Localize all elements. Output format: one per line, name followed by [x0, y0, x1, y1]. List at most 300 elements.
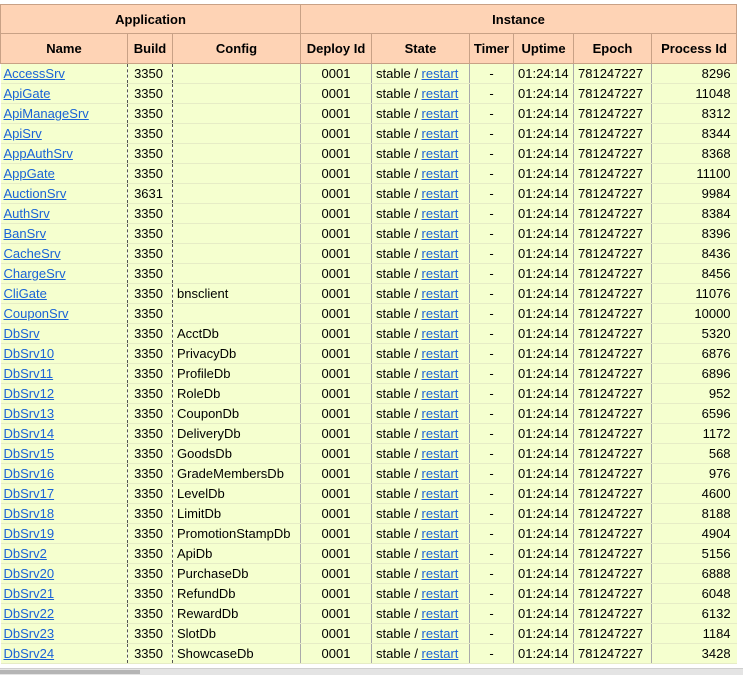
- build-cell: 3350: [128, 124, 173, 144]
- uptime-cell: 01:24:14: [514, 424, 574, 444]
- timer-cell: -: [470, 364, 514, 384]
- restart-link[interactable]: restart: [421, 306, 459, 321]
- build-cell: 3350: [128, 324, 173, 344]
- build-cell: 3350: [128, 204, 173, 224]
- table-body: [1, 64, 737, 664]
- restart-link[interactable]: restart: [421, 246, 459, 261]
- state-text: stable /: [376, 66, 422, 81]
- restart-link[interactable]: restart: [421, 626, 459, 641]
- restart-link[interactable]: restart: [421, 386, 459, 401]
- state-cell: [372, 344, 470, 364]
- app-name-cell: [1, 424, 128, 444]
- config-cell: RewardDb: [173, 604, 301, 624]
- table-row: [1, 524, 737, 544]
- state-text: stable /: [376, 266, 422, 281]
- uptime-cell: 01:24:14: [514, 204, 574, 224]
- state-cell: [372, 544, 470, 564]
- epoch-cell: 781247227: [574, 444, 652, 464]
- table-row: [1, 164, 737, 184]
- deploy-id-cell: 0001: [301, 544, 372, 564]
- process-id-cell: 568: [652, 444, 737, 464]
- app-name-link[interactable]: DbSrv16: [3, 466, 55, 481]
- timer-cell: -: [470, 404, 514, 424]
- uptime-cell: 01:24:14: [514, 264, 574, 284]
- restart-link[interactable]: restart: [421, 586, 459, 601]
- state-text: stable /: [376, 206, 422, 221]
- state-cell: [372, 304, 470, 324]
- epoch-cell: 781247227: [574, 64, 652, 84]
- restart-link[interactable]: restart: [421, 106, 459, 121]
- app-name-link[interactable]: AccessSrv: [3, 66, 65, 81]
- restart-link[interactable]: restart: [421, 126, 459, 141]
- config-cell: PurchaseDb: [173, 564, 301, 584]
- config-cell: LevelDb: [173, 484, 301, 504]
- state-text: stable /: [376, 606, 422, 621]
- epoch-cell: 781247227: [574, 604, 652, 624]
- table-row: [1, 344, 737, 364]
- uptime-cell: 01:24:14: [514, 644, 574, 664]
- timer-cell: -: [470, 144, 514, 164]
- state-text: stable /: [376, 86, 422, 101]
- table-row: [1, 504, 737, 524]
- timer-cell: -: [470, 444, 514, 464]
- config-cell: PrivacyDb: [173, 344, 301, 364]
- epoch-cell: 781247227: [574, 464, 652, 484]
- build-cell: 3350: [128, 264, 173, 284]
- process-id-cell: 11076: [652, 284, 737, 304]
- build-cell: 3350: [128, 624, 173, 644]
- restart-link[interactable]: restart: [421, 466, 459, 481]
- timer-cell: -: [470, 564, 514, 584]
- state-text: stable /: [376, 346, 422, 361]
- process-id-cell: 6896: [652, 364, 737, 384]
- config-cell: [173, 184, 301, 204]
- state-cell: [372, 424, 470, 444]
- col-header-config: Config: [173, 34, 301, 64]
- build-cell: 3350: [128, 424, 173, 444]
- table-row: [1, 464, 737, 484]
- col-header-uptime: Uptime: [514, 34, 574, 64]
- restart-link[interactable]: restart: [421, 66, 459, 81]
- state-cell: [372, 644, 470, 664]
- restart-link[interactable]: restart: [421, 646, 459, 661]
- app-name-link[interactable]: AppAuthSrv: [3, 146, 73, 161]
- process-id-cell: 1172: [652, 424, 737, 444]
- timer-cell: -: [470, 544, 514, 564]
- epoch-cell: 781247227: [574, 184, 652, 204]
- deploy-id-cell: 0001: [301, 424, 372, 444]
- app-name-link[interactable]: BanSrv: [3, 226, 47, 241]
- state-cell: [372, 104, 470, 124]
- restart-link[interactable]: restart: [421, 326, 459, 341]
- restart-link[interactable]: restart: [421, 146, 459, 161]
- uptime-cell: 01:24:14: [514, 104, 574, 124]
- state-cell: [372, 524, 470, 544]
- app-name-link[interactable]: DbSrv2: [3, 546, 47, 561]
- deploy-id-cell: 0001: [301, 224, 372, 244]
- table-row: [1, 104, 737, 124]
- timer-cell: -: [470, 204, 514, 224]
- build-cell: 3350: [128, 544, 173, 564]
- app-name-cell: [1, 284, 128, 304]
- app-name-link[interactable]: DbSrv11: [3, 366, 54, 381]
- timer-cell: -: [470, 264, 514, 284]
- process-id-cell: 6596: [652, 404, 737, 424]
- config-cell: GradeMembersDb: [173, 464, 301, 484]
- epoch-cell: 781247227: [574, 164, 652, 184]
- uptime-cell: 01:24:14: [514, 84, 574, 104]
- timer-cell: -: [470, 344, 514, 364]
- uptime-cell: 01:24:14: [514, 524, 574, 544]
- app-name-link[interactable]: DbSrv24: [3, 646, 55, 661]
- config-cell: [173, 104, 301, 124]
- app-name-link[interactable]: DbSrv13: [3, 406, 55, 421]
- state-cell: [372, 464, 470, 484]
- uptime-cell: 01:24:14: [514, 444, 574, 464]
- app-name-link[interactable]: CacheSrv: [3, 246, 61, 261]
- build-cell: 3350: [128, 644, 173, 664]
- state-text: stable /: [376, 306, 422, 321]
- config-cell: ApiDb: [173, 544, 301, 564]
- app-name-cell: [1, 264, 128, 284]
- epoch-cell: 781247227: [574, 484, 652, 504]
- table-row: [1, 324, 737, 344]
- app-name-cell: [1, 484, 128, 504]
- config-cell: RefundDb: [173, 584, 301, 604]
- process-id-cell: 8456: [652, 264, 737, 284]
- uptime-cell: 01:24:14: [514, 184, 574, 204]
- process-id-cell: 6888: [652, 564, 737, 584]
- state-cell: [372, 384, 470, 404]
- group-application-header: Application: [1, 5, 301, 34]
- epoch-cell: 781247227: [574, 544, 652, 564]
- build-cell: 3350: [128, 304, 173, 324]
- table-row: [1, 264, 737, 284]
- state-cell: [372, 244, 470, 264]
- state-cell: [372, 584, 470, 604]
- app-name-link[interactable]: ApiManageSrv: [3, 106, 89, 121]
- uptime-cell: 01:24:14: [514, 284, 574, 304]
- process-id-cell: 5320: [652, 324, 737, 344]
- uptime-cell: 01:24:14: [514, 384, 574, 404]
- app-name-cell: [1, 444, 128, 464]
- app-name-cell: [1, 124, 128, 144]
- app-name-link[interactable]: CliGate: [3, 286, 47, 301]
- table-row: [1, 144, 737, 164]
- epoch-cell: 781247227: [574, 644, 652, 664]
- table-row: [1, 484, 737, 504]
- uptime-cell: 01:24:14: [514, 224, 574, 244]
- col-header-process-id: Process Id: [652, 34, 737, 64]
- uptime-cell: 01:24:14: [514, 484, 574, 504]
- build-cell: 3631: [128, 184, 173, 204]
- process-id-cell: 4904: [652, 524, 737, 544]
- build-cell: 3350: [128, 524, 173, 544]
- state-text: stable /: [376, 186, 422, 201]
- restart-link[interactable]: restart: [421, 406, 459, 421]
- timer-cell: -: [470, 644, 514, 664]
- state-text: stable /: [376, 466, 422, 481]
- state-cell: [372, 164, 470, 184]
- app-name-cell: [1, 624, 128, 644]
- app-name-link[interactable]: DbSrv15: [3, 446, 55, 461]
- process-id-cell: 10000: [652, 304, 737, 324]
- state-text: stable /: [376, 626, 422, 641]
- deploy-id-cell: 0001: [301, 284, 372, 304]
- app-name-cell: [1, 644, 128, 664]
- app-name-cell: [1, 524, 128, 544]
- state-text: stable /: [376, 166, 422, 181]
- config-cell: GoodsDb: [173, 444, 301, 464]
- config-cell: [173, 144, 301, 164]
- restart-link[interactable]: restart: [421, 546, 459, 561]
- state-text: stable /: [376, 586, 422, 601]
- uptime-cell: 01:24:14: [514, 364, 574, 384]
- horizontal-scrollbar[interactable]: [0, 668, 743, 675]
- process-id-cell: 952: [652, 384, 737, 404]
- app-name-link[interactable]: DbSrv12: [3, 386, 55, 401]
- deploy-id-cell: 0001: [301, 244, 372, 264]
- build-cell: 3350: [128, 464, 173, 484]
- app-name-cell: [1, 324, 128, 344]
- restart-link[interactable]: restart: [421, 286, 459, 301]
- state-cell: [372, 364, 470, 384]
- state-cell: [372, 284, 470, 304]
- app-name-link[interactable]: DbSrv17: [3, 486, 55, 501]
- restart-link[interactable]: restart: [421, 486, 459, 501]
- config-cell: [173, 244, 301, 264]
- config-cell: [173, 204, 301, 224]
- process-id-cell: 8368: [652, 144, 737, 164]
- deploy-id-cell: 0001: [301, 644, 372, 664]
- epoch-cell: 781247227: [574, 384, 652, 404]
- process-id-cell: 976: [652, 464, 737, 484]
- epoch-cell: 781247227: [574, 204, 652, 224]
- build-cell: 3350: [128, 164, 173, 184]
- table-row: [1, 624, 737, 644]
- group-header-row: [1, 5, 737, 34]
- table-row: [1, 284, 737, 304]
- table-row: [1, 644, 737, 664]
- app-name-link[interactable]: DbSrv: [3, 326, 40, 341]
- scrollbar-thumb[interactable]: [0, 670, 140, 674]
- table-row: [1, 84, 737, 104]
- build-cell: 3350: [128, 384, 173, 404]
- process-id-cell: 11100: [652, 164, 737, 184]
- epoch-cell: 781247227: [574, 524, 652, 544]
- state-text: stable /: [376, 486, 422, 501]
- deploy-id-cell: 0001: [301, 624, 372, 644]
- epoch-cell: 781247227: [574, 424, 652, 444]
- deploy-id-cell: 0001: [301, 364, 372, 384]
- process-id-cell: 8384: [652, 204, 737, 224]
- process-id-cell: 8296: [652, 64, 737, 84]
- state-cell: [372, 624, 470, 644]
- restart-link[interactable]: restart: [421, 86, 459, 101]
- config-cell: [173, 264, 301, 284]
- build-cell: 3350: [128, 564, 173, 584]
- app-name-link[interactable]: DbSrv23: [3, 626, 55, 641]
- restart-link[interactable]: restart: [421, 606, 459, 621]
- table-row: [1, 604, 737, 624]
- restart-link[interactable]: restart: [421, 446, 459, 461]
- table-row: [1, 424, 737, 444]
- timer-cell: -: [470, 224, 514, 244]
- app-name-link[interactable]: DbSrv21: [3, 586, 55, 601]
- epoch-cell: 781247227: [574, 264, 652, 284]
- group-instance-header: Instance: [301, 5, 737, 34]
- state-cell: [372, 604, 470, 624]
- app-name-cell: [1, 584, 128, 604]
- build-cell: 3350: [128, 604, 173, 624]
- uptime-cell: 01:24:14: [514, 304, 574, 324]
- config-cell: [173, 84, 301, 104]
- state-text: stable /: [376, 406, 422, 421]
- uptime-cell: 01:24:14: [514, 344, 574, 364]
- deploy-id-cell: 0001: [301, 84, 372, 104]
- deploy-id-cell: 0001: [301, 564, 372, 584]
- restart-link[interactable]: restart: [421, 366, 459, 381]
- uptime-cell: 01:24:14: [514, 604, 574, 624]
- epoch-cell: 781247227: [574, 624, 652, 644]
- uptime-cell: 01:24:14: [514, 584, 574, 604]
- build-cell: 3350: [128, 144, 173, 164]
- uptime-cell: 01:24:14: [514, 144, 574, 164]
- timer-cell: -: [470, 184, 514, 204]
- state-text: stable /: [376, 246, 422, 261]
- build-cell: 3350: [128, 64, 173, 84]
- app-name-cell: [1, 504, 128, 524]
- timer-cell: -: [470, 284, 514, 304]
- table-row: [1, 224, 737, 244]
- timer-cell: -: [470, 624, 514, 644]
- app-name-link[interactable]: AuthSrv: [3, 206, 50, 221]
- state-cell: [372, 504, 470, 524]
- epoch-cell: 781247227: [574, 304, 652, 324]
- restart-link[interactable]: restart: [421, 566, 459, 581]
- restart-link[interactable]: restart: [421, 426, 459, 441]
- state-cell: [372, 64, 470, 84]
- build-cell: 3350: [128, 444, 173, 464]
- state-text: stable /: [376, 546, 422, 561]
- state-cell: [372, 144, 470, 164]
- state-cell: [372, 324, 470, 344]
- app-name-cell: [1, 364, 128, 384]
- timer-cell: -: [470, 584, 514, 604]
- app-name-cell: [1, 604, 128, 624]
- uptime-cell: 01:24:14: [514, 564, 574, 584]
- app-name-link[interactable]: ApiGate: [3, 86, 51, 101]
- app-name-cell: [1, 344, 128, 364]
- state-cell: [372, 444, 470, 464]
- epoch-cell: 781247227: [574, 124, 652, 144]
- uptime-cell: 01:24:14: [514, 624, 574, 644]
- timer-cell: -: [470, 304, 514, 324]
- app-name-link[interactable]: DbSrv22: [3, 606, 55, 621]
- app-name-cell: [1, 464, 128, 484]
- timer-cell: -: [470, 464, 514, 484]
- table-row: [1, 204, 737, 224]
- table-row: [1, 544, 737, 564]
- table-row: [1, 124, 737, 144]
- col-header-epoch: Epoch: [574, 34, 652, 64]
- app-name-link[interactable]: DbSrv18: [3, 506, 55, 521]
- restart-link[interactable]: restart: [421, 346, 459, 361]
- state-text: stable /: [376, 326, 422, 341]
- deploy-id-cell: 0001: [301, 324, 372, 344]
- timer-cell: -: [470, 524, 514, 544]
- deploy-id-cell: 0001: [301, 164, 372, 184]
- epoch-cell: 781247227: [574, 364, 652, 384]
- app-name-link[interactable]: DbSrv14: [3, 426, 55, 441]
- deploy-id-cell: 0001: [301, 444, 372, 464]
- build-cell: 3350: [128, 584, 173, 604]
- uptime-cell: 01:24:14: [514, 544, 574, 564]
- app-name-link[interactable]: ApiSrv: [3, 126, 42, 141]
- app-name-link[interactable]: CouponSrv: [3, 306, 69, 321]
- restart-link[interactable]: restart: [421, 226, 459, 241]
- app-name-link[interactable]: DbSrv19: [3, 526, 55, 541]
- restart-link[interactable]: restart: [421, 206, 459, 221]
- app-name-cell: [1, 304, 128, 324]
- config-cell: SlotDb: [173, 624, 301, 644]
- app-name-link[interactable]: AuctionSrv: [3, 186, 67, 201]
- config-cell: [173, 164, 301, 184]
- config-cell: [173, 224, 301, 244]
- state-text: stable /: [376, 146, 422, 161]
- uptime-cell: 01:24:14: [514, 504, 574, 524]
- app-name-cell: [1, 64, 128, 84]
- process-id-cell: 8436: [652, 244, 737, 264]
- app-name-link[interactable]: AppGate: [3, 166, 55, 181]
- deploy-id-cell: 0001: [301, 504, 372, 524]
- restart-link[interactable]: restart: [421, 166, 459, 181]
- build-cell: 3350: [128, 344, 173, 364]
- epoch-cell: 781247227: [574, 324, 652, 344]
- state-text: stable /: [376, 526, 422, 541]
- build-cell: 3350: [128, 404, 173, 424]
- timer-cell: -: [470, 64, 514, 84]
- restart-link[interactable]: restart: [421, 506, 459, 521]
- app-name-link[interactable]: ChargeSrv: [3, 266, 66, 281]
- app-name-cell: [1, 164, 128, 184]
- table-row: [1, 564, 737, 584]
- process-id-cell: 5156: [652, 544, 737, 564]
- deploy-id-cell: 0001: [301, 524, 372, 544]
- table-row: [1, 584, 737, 604]
- config-cell: CouponDb: [173, 404, 301, 424]
- table-row: [1, 404, 737, 424]
- build-cell: 3350: [128, 84, 173, 104]
- config-cell: RoleDb: [173, 384, 301, 404]
- build-cell: 3350: [128, 244, 173, 264]
- epoch-cell: 781247227: [574, 504, 652, 524]
- process-id-cell: 11048: [652, 84, 737, 104]
- deploy-id-cell: 0001: [301, 204, 372, 224]
- instances-table: [0, 4, 737, 664]
- app-name-link[interactable]: DbSrv20: [3, 566, 55, 581]
- restart-link[interactable]: restart: [421, 526, 459, 541]
- restart-link[interactable]: restart: [421, 186, 459, 201]
- app-name-link[interactable]: DbSrv10: [3, 346, 55, 361]
- uptime-cell: 01:24:14: [514, 464, 574, 484]
- table-row: [1, 64, 737, 84]
- state-text: stable /: [376, 286, 422, 301]
- epoch-cell: 781247227: [574, 344, 652, 364]
- col-header-state: State: [372, 34, 470, 64]
- timer-cell: -: [470, 484, 514, 504]
- restart-link[interactable]: restart: [421, 266, 459, 281]
